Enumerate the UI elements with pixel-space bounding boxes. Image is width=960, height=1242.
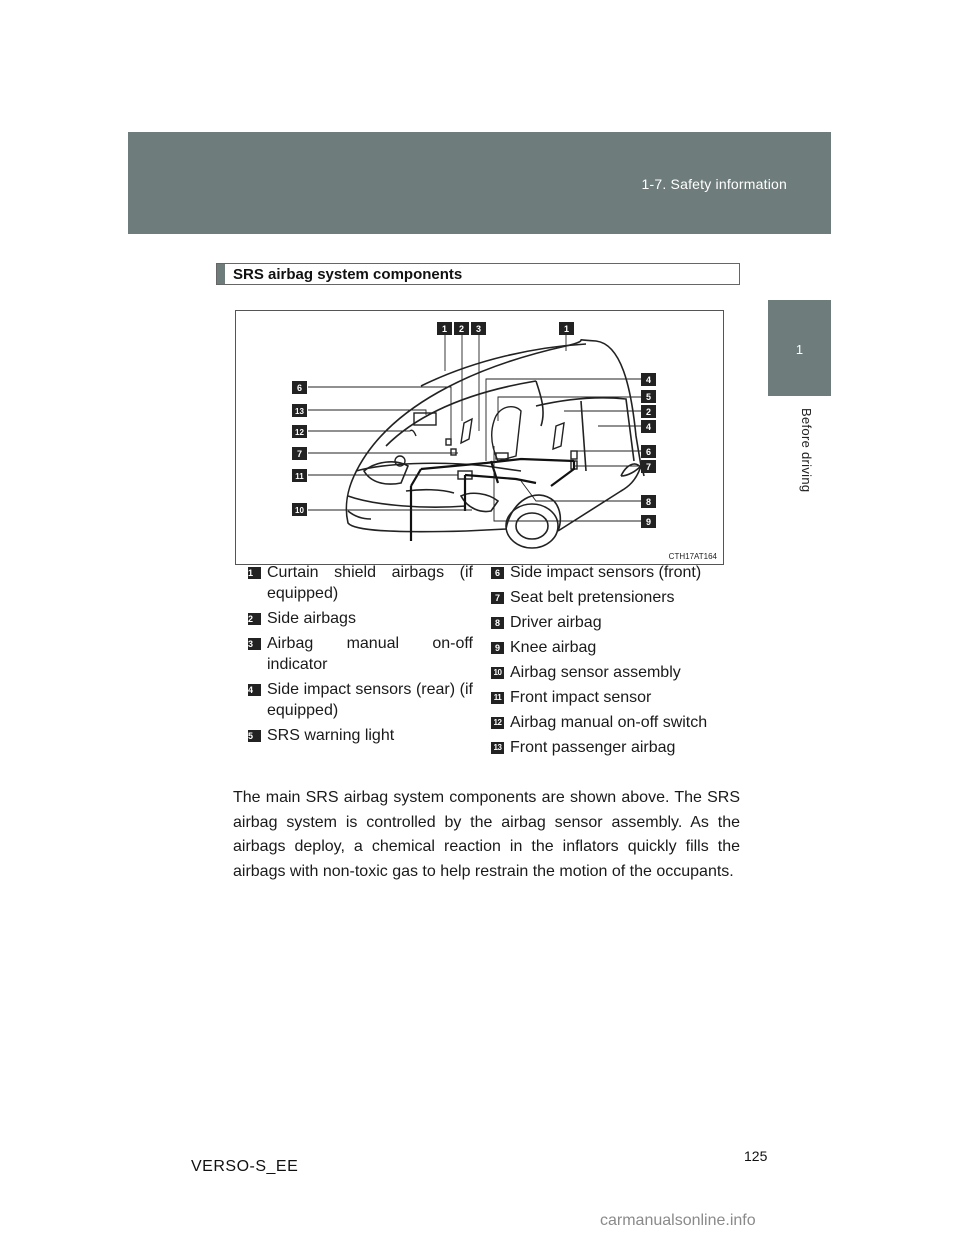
svg-text:3: 3 [475, 324, 482, 334]
svg-text:1: 1 [441, 324, 448, 334]
car-diagram [236, 311, 725, 566]
legend-text: Front passenger airbag [510, 739, 676, 756]
chapter-tab [768, 300, 831, 396]
body-paragraph: The main SRS airbag system components are shown above. The SRS airbag system is controlled by the airbag sensor assembly. As the airbags deploy, a chemical reaction in the inflators quickly fills the airbags with non-toxic gas to help restrain the motion of the occupants. [233, 789, 740, 880]
svg-text:10: 10 [295, 506, 304, 515]
callout-top-2 [454, 322, 469, 335]
callout-right-9 [641, 515, 656, 528]
legend-badge: 9 [491, 642, 504, 654]
car-outline [346, 340, 644, 548]
legend-right [491, 562, 721, 762]
legend-item [248, 562, 473, 604]
legend-badge: 2 [248, 613, 261, 625]
header-section-title: 1-7. Safety information [641, 176, 787, 192]
svg-text:2: 2 [645, 407, 652, 417]
legend-badge: 3 [248, 638, 261, 650]
callout-right-2 [641, 405, 656, 418]
svg-text:4: 4 [645, 422, 652, 432]
callout-left-11 [292, 469, 307, 482]
legend-text: Side airbags [267, 610, 356, 627]
legend-text: Airbag manual on-off indicator [267, 635, 473, 673]
svg-text:5: 5 [645, 392, 652, 402]
callout-left-6 [292, 381, 307, 394]
header-band [128, 132, 831, 234]
callout-right-4a [641, 373, 656, 386]
section-heading-text: SRS airbag system components [233, 265, 463, 283]
legend-item [491, 662, 721, 683]
callout-right-5 [641, 390, 656, 403]
legend-item [248, 608, 473, 629]
legend-text: Driver airbag [510, 614, 602, 631]
svg-text:4: 4 [645, 375, 652, 385]
svg-text:12: 12 [295, 428, 304, 437]
legend-badge: 12 [491, 717, 504, 729]
chapter-label: Before driving [799, 408, 814, 493]
wiring-harness [411, 459, 574, 541]
callout-top-3 [471, 322, 486, 335]
callout-right-4b [641, 420, 656, 433]
legend-item [491, 612, 721, 633]
legend-text: SRS warning light [267, 727, 395, 744]
legend-item [491, 687, 721, 708]
legend-text: Curtain shield airbags (if equipped) [267, 564, 473, 602]
svg-text:13: 13 [295, 407, 304, 416]
legend-text: Knee airbag [510, 639, 597, 656]
callout-left-7 [292, 447, 307, 460]
legend-badge: 8 [491, 617, 504, 629]
svg-text:1: 1 [563, 324, 570, 334]
svg-text:7: 7 [645, 462, 652, 472]
legend-item [248, 633, 473, 675]
chapter-tab-number: 1 [795, 342, 804, 357]
callout-left-10 [292, 503, 307, 516]
legend-item [491, 587, 721, 608]
callout-right-8 [641, 495, 656, 508]
legend-item [491, 712, 721, 733]
legend-badge: 6 [491, 567, 504, 579]
document-id: VERSO-S_EE [191, 1158, 299, 1175]
legend-badge: 4 [248, 684, 261, 696]
legend-item [248, 679, 473, 721]
legend-item [491, 562, 721, 583]
legend-badge: 7 [491, 592, 504, 604]
svg-text:7: 7 [296, 449, 303, 459]
svg-text:11: 11 [295, 472, 304, 481]
legend-left [248, 562, 473, 750]
svg-text:9: 9 [645, 517, 652, 527]
callout-top-1 [437, 322, 452, 335]
svg-text:2: 2 [458, 324, 465, 334]
legend-badge: 5 [248, 730, 261, 742]
legend-badge: 10 [491, 667, 504, 679]
watermark: carmanualsonline.info [600, 1212, 756, 1229]
legend-item [248, 725, 473, 746]
legend-badge: 1 [248, 567, 261, 579]
legend-item [491, 637, 721, 658]
figure-code: CTH17AT164 [668, 552, 717, 561]
callout-left-13 [292, 404, 307, 417]
legend-text: Airbag sensor assembly [510, 664, 681, 681]
callout-right-7 [641, 460, 656, 473]
legend-item [491, 737, 721, 758]
page-number: 125 [744, 1148, 768, 1164]
legend-text: Front impact sensor [510, 689, 652, 706]
callout-top-4 [559, 322, 574, 335]
callout-left-12 [292, 425, 307, 438]
airbag-components-figure [235, 310, 724, 565]
legend-text: Side impact sensors (rear) (if equipped) [267, 681, 473, 719]
section-heading-bar [217, 264, 225, 284]
section-heading [216, 263, 740, 285]
legend-text: Seat belt pretensioners [510, 589, 675, 606]
legend-badge: 11 [491, 692, 504, 704]
callout-right-6 [641, 445, 656, 458]
legend-text: Side impact sensors (front) [510, 564, 702, 581]
legend-text: Airbag manual on-off switch [510, 714, 708, 731]
svg-text:8: 8 [645, 497, 652, 507]
svg-text:6: 6 [296, 383, 303, 393]
svg-text:6: 6 [645, 447, 652, 457]
legend-badge: 13 [491, 742, 504, 754]
